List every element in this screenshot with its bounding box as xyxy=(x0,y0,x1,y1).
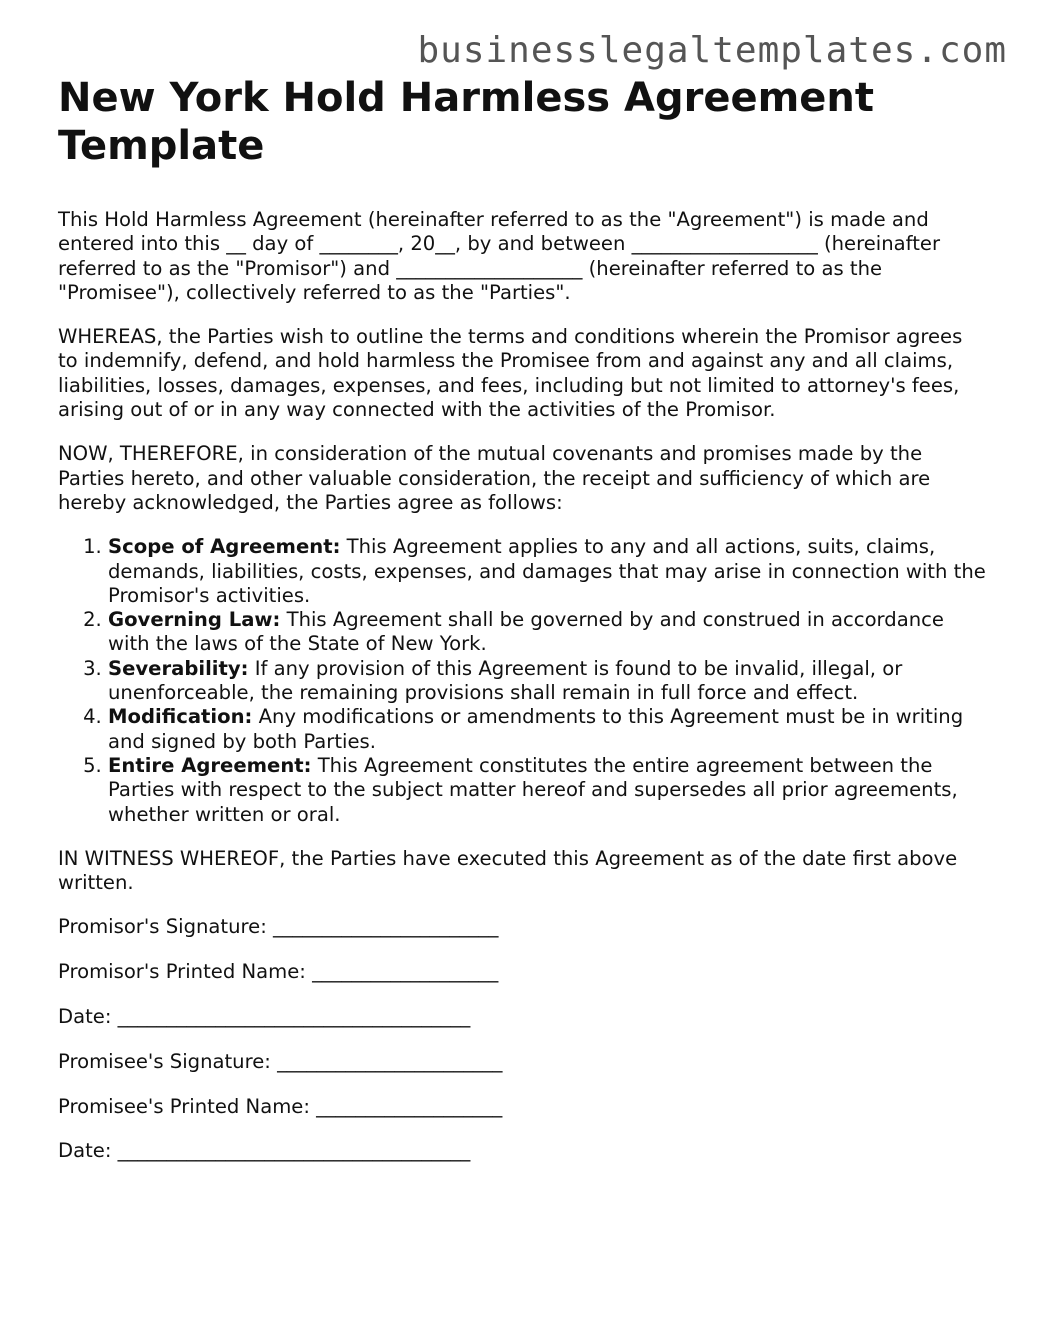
document-page xyxy=(58,74,988,1184)
promisee-signature-line: Promisee's Signature: _______________________ xyxy=(58,1049,503,1073)
clause-list xyxy=(58,535,988,827)
clause-text: If any provision of this Agreement is found to be invalid, illegal, or unenforceable, the remaining provisions shall remain in full force and effect. xyxy=(108,656,903,705)
clause-heading: Governing Law: xyxy=(108,608,281,632)
clause-text: This Agreement constitutes the entire agreement between the Parties with respect to the subject matter hereof and supersedes all prior agreements, whether written or oral. xyxy=(108,753,958,826)
clause-item xyxy=(108,754,988,827)
document-title: New York Hold Harmless Agreement Template xyxy=(58,75,874,169)
watermark: businesslegaltemplates.com xyxy=(417,30,1007,71)
clause-item xyxy=(108,657,988,706)
clause-item xyxy=(108,535,988,608)
clause-heading: Entire Agreement: xyxy=(108,753,312,777)
clause-text: This Agreement applies to any and all actions, suits, claims, demands, liabilities, costs, expenses, and damages that may arise in connection with the Promisor's activities. xyxy=(108,535,986,607)
clause-heading: Scope of Agreement: xyxy=(108,535,341,559)
clause-item xyxy=(108,608,988,657)
promisee-date-line: Date: ____________________________________ xyxy=(58,1139,471,1163)
clause-heading: Modification: xyxy=(108,705,253,729)
promisor-printed-name-line: Promisor's Printed Name: ___________________ xyxy=(58,960,499,984)
clause-item xyxy=(108,705,988,754)
clause-text: Any modifications or amendments to this Agreement must be in writing and signed by both Parties. xyxy=(108,705,964,753)
whereas-paragraph: WHEREAS, the Parties wish to outline the terms and conditions wherein the Promisor agrees to indemnify, defend, and hold harmless the Promisee from and against any and all claims, liabilities, losses, damages, expenses, and fees, including but not limited to attorney's fees, arising out of or in any way connected with the activities of the Promisor. xyxy=(58,325,963,422)
promisee-printed-name-line: Promisee's Printed Name: ___________________ xyxy=(58,1094,503,1118)
now-therefore-paragraph: NOW, THEREFORE, in consideration of the mutual covenants and promises made by the Parties hereto, and other valuable consideration, the receipt and sufficiency of which are hereby acknowledged, the Parties agree as follows: xyxy=(58,442,931,514)
witness-paragraph: IN WITNESS WHEREOF, the Parties have executed this Agreement as of the date first above written. xyxy=(58,846,958,895)
promisor-signature-line: Promisor's Signature: _______________________ xyxy=(58,915,499,939)
clause-heading: Severability: xyxy=(108,656,249,680)
intro-paragraph: This Hold Harmless Agreement (hereinafter referred to as the "Agreement") is made and entered into this __ day of ________, 20__, by and between ___________________ (hereinafter referred to as the "Promisor") and ___________________ (hereinafter referred to as the "Promisee"), collectively referred to as the "Parties". xyxy=(58,208,941,304)
promisor-date-line: Date: ____________________________________ xyxy=(58,1005,471,1029)
clause-text: This Agreement shall be governed by and construed in accordance with the laws of the State of New York. xyxy=(108,608,944,656)
